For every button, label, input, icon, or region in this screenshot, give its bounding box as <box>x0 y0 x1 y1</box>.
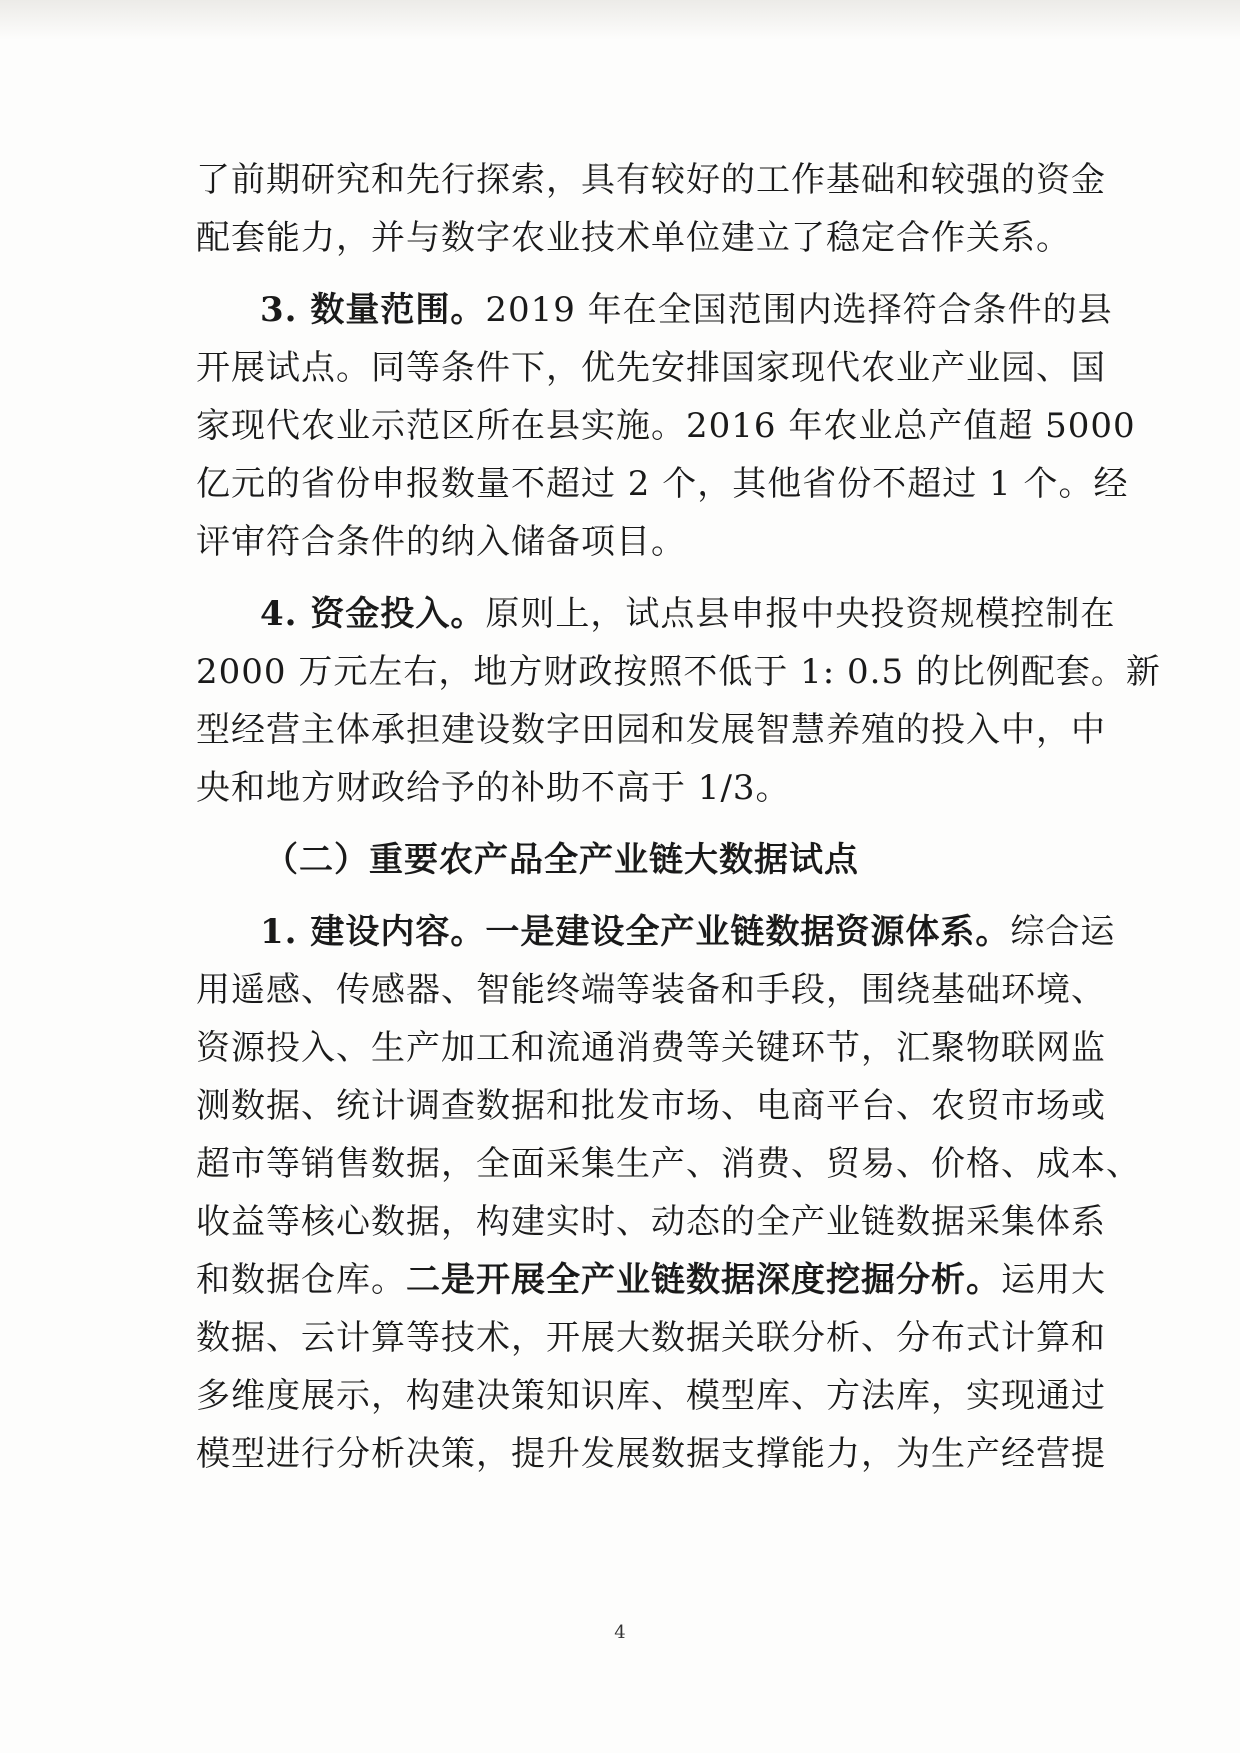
text-segment: 收益等核心数据，构建实时、动态的全产业链数据采集体系 <box>196 1202 1106 1242</box>
scan-edge-shading <box>0 0 1240 40</box>
text-segment: 超市等销售数据，全面采集生产、消费、贸易、价格、成本、 <box>196 1144 1141 1184</box>
text-segment: 多维度展示，构建决策知识库、模型库、方法库，实现通过 <box>196 1376 1106 1416</box>
text-segment: 和数据仓库。 <box>196 1260 406 1300</box>
text-line <box>264 826 1064 894</box>
text-segment: 央和地方财政给予的补助不高于 1/3。 <box>196 768 791 808</box>
text-segment: 2000 万元左右，地方财政按照不低于 1: 0.5 的比例配套。新 <box>196 652 1161 692</box>
text-segment: 用遥感、传感器、智能终端等装备和手段，围绕基础环境、 <box>196 970 1106 1010</box>
text-line <box>196 1420 1106 1488</box>
text-segment: 综合运 <box>1010 912 1116 952</box>
text-segment: 测数据、统计调查数据和批发市场、电商平台、农贸市场或 <box>196 1086 1106 1126</box>
text-segment: 2019 年在全国范围内选择符合条件的县 <box>485 290 1113 330</box>
text-line <box>196 204 1071 272</box>
bold-heading-text: 1. 建设内容。一是建设全产业链数据资源体系。 <box>260 912 1011 952</box>
text-segment: 亿元的省份申报数量不超过 2 个，其他省份不超过 1 个。经 <box>196 464 1129 504</box>
bold-heading-text: （二）重要农产品全产业链大数据试点 <box>264 840 859 880</box>
text-segment: 评审符合条件的纳入储备项目。 <box>196 522 686 562</box>
text-segment: 配套能力，并与数字农业技术单位建立了稳定合作关系。 <box>196 218 1071 258</box>
text-segment: 开展试点。同等条件下，优先安排国家现代农业产业园、国 <box>196 348 1106 388</box>
text-segment: 型经营主体承担建设数字田园和发展智慧养殖的投入中，中 <box>196 710 1106 750</box>
page-number: 4 <box>614 1622 626 1643</box>
text-segment: 了前期研究和先行探索，具有较好的工作基础和较强的资金 <box>196 160 1106 200</box>
text-line <box>196 508 1064 576</box>
text-segment: 模型进行分析决策，提升发展数据支撑能力，为生产经营提 <box>196 1434 1106 1474</box>
text-segment: 原则上，试点县申报中央投资规模控制在 <box>485 594 1116 634</box>
bold-heading-text: 4. 资金投入。 <box>260 594 486 634</box>
text-line <box>196 754 1064 822</box>
text-segment: 家现代农业示范区所在县实施。2016 年农业总产值超 5000 <box>196 406 1136 446</box>
text-segment: 数据、云计算等技术，开展大数据关联分析、分布式计算和 <box>196 1318 1106 1358</box>
text-segment: 资源投入、生产加工和流通消费等关键环节，汇聚物联网监 <box>196 1028 1106 1068</box>
bold-heading-text: 3. 数量范围。 <box>260 290 486 330</box>
bold-heading-text: 二是开展全产业链数据深度挖掘分析。 <box>406 1260 1001 1300</box>
text-segment: 运用大 <box>1001 1260 1106 1300</box>
